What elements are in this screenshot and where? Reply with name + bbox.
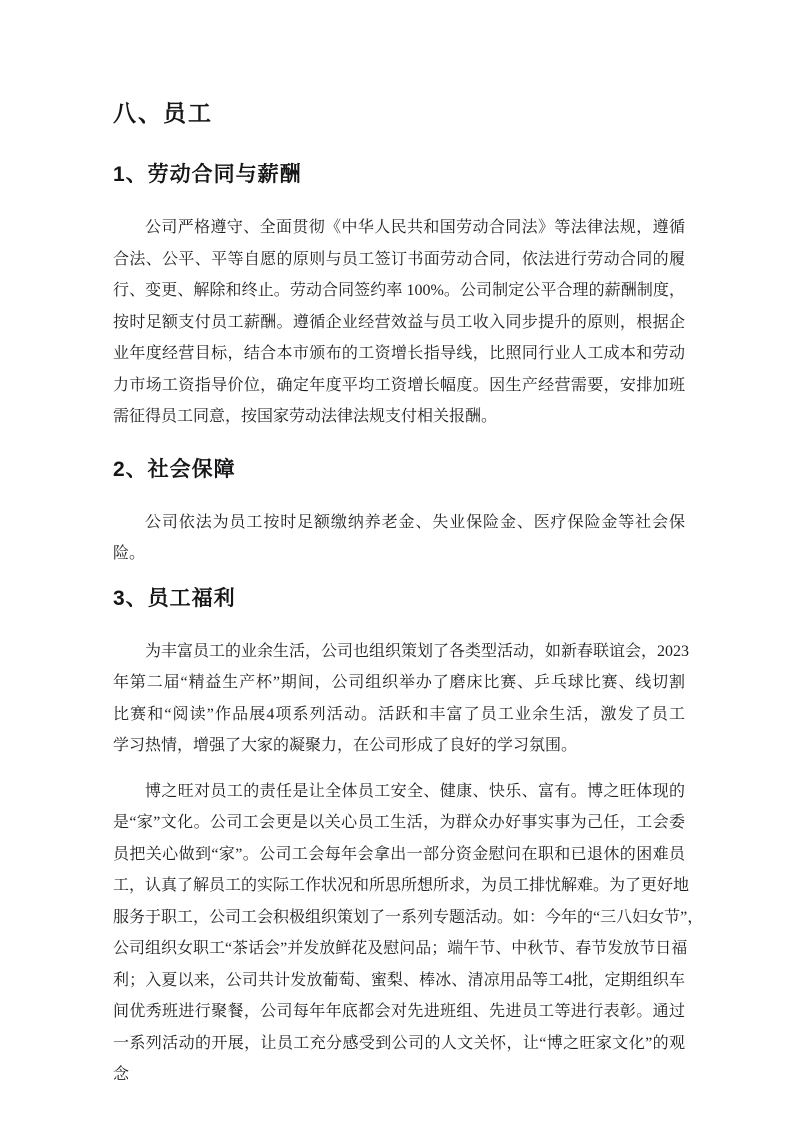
text-line: 公司依法为员工按时足额缴纳养老金、失业保险金、医疗保险金等社会保险。 [113, 513, 685, 562]
text-line: 业年度经营目标，结合本市颁布的工资增长指导线，比照同行业人工成本和劳动 [113, 345, 685, 362]
text-line: 合法、公平、平等自愿的原则与员工签订书面劳动合同，依法进行劳动合同的履 [113, 250, 685, 268]
paragraph [113, 212, 685, 433]
text-line: 服务于职工，公司工会积极组织策划了一系列专题活动。如：今年的“三八妇女节”， [113, 908, 704, 926]
text-line: 公司组织女职工“茶话会”并发放鲜花及慰问品；端午节、中秋节、春节发放节日福 [113, 940, 688, 957]
section-heading-social-security: 2、社会保障 [113, 457, 236, 481]
text-line: 为丰富员工的业余生活，公司也组织策划了各类型活动，如新春联谊会，2023 [145, 642, 690, 660]
text-line: 比赛和“阅读”作品展4项系列活动。活跃和丰富了员工业余生活，激发了员工 [113, 705, 685, 723]
paragraph [113, 776, 704, 1091]
chapter-heading: 八、员工 [113, 100, 213, 126]
text-line: 间优秀班进行聚餐，公司每年年底都会对先进班组、先进员工等进行表彰。通过 [113, 1003, 685, 1020]
paragraph [113, 507, 685, 570]
paragraph [113, 636, 690, 762]
text-line: 学习热情，增强了大家的凝聚力，在公司形成了良好的学习氛围。 [113, 737, 578, 754]
text-line: 是“家”文化。公司工会更是以关心员工生活，为群众办好事实事为己任，工会委 [113, 814, 685, 831]
text-line: 工，认真了解员工的实际工作状况和所思所想所求，为员工排忧解难。为了更好地 [113, 877, 690, 894]
section-heading-employee-welfare: 3、员工福利 [113, 586, 236, 610]
text-line: 一系列活动的开展，让员工充分感受到公司的人文关怀，让“博之旺家文化”的观念 [113, 1034, 685, 1083]
text-line: 年第二届“精益生产杯”期间，公司组织举办了磨床比赛、乒乓球比赛、线切割 [113, 674, 685, 691]
text-line: 公司严格遵守、全面贯彻《中华人民共和国劳动合同法》等法律法规，遵循 [145, 219, 685, 236]
section-heading-labor-contract: 1、劳动合同与薪酬 [113, 163, 302, 186]
text-line: 利；入夏以来，公司共计发放葡萄、蜜梨、棒冰、清凉用品等工4批，定期组织车 [113, 971, 685, 989]
text-line: 按时足额支付员工薪酬。遵循企业经营效益与员工收入同步提升的原则，根据企 [113, 313, 685, 331]
text-line: 需征得员工同意，按国家劳动法律法规支付相关报酬。 [113, 408, 498, 425]
text-line: 行、变更、解除和终止。劳动合同签约率 100%。公司制定公平合理的薪酬制度， [113, 282, 685, 299]
text-line: 力市场工资指导价位，确定年度平均工资增长幅度。因生产经营需要，安排加班 [113, 376, 685, 394]
text-line: 员把关心做到“家”。公司工会每年会拿出一部分资金慰问在职和已退休的困难员 [113, 845, 685, 863]
text-line: 博之旺对员工的责任是让全体员工安全、健康、快乐、富有。博之旺体现的 [145, 782, 685, 800]
